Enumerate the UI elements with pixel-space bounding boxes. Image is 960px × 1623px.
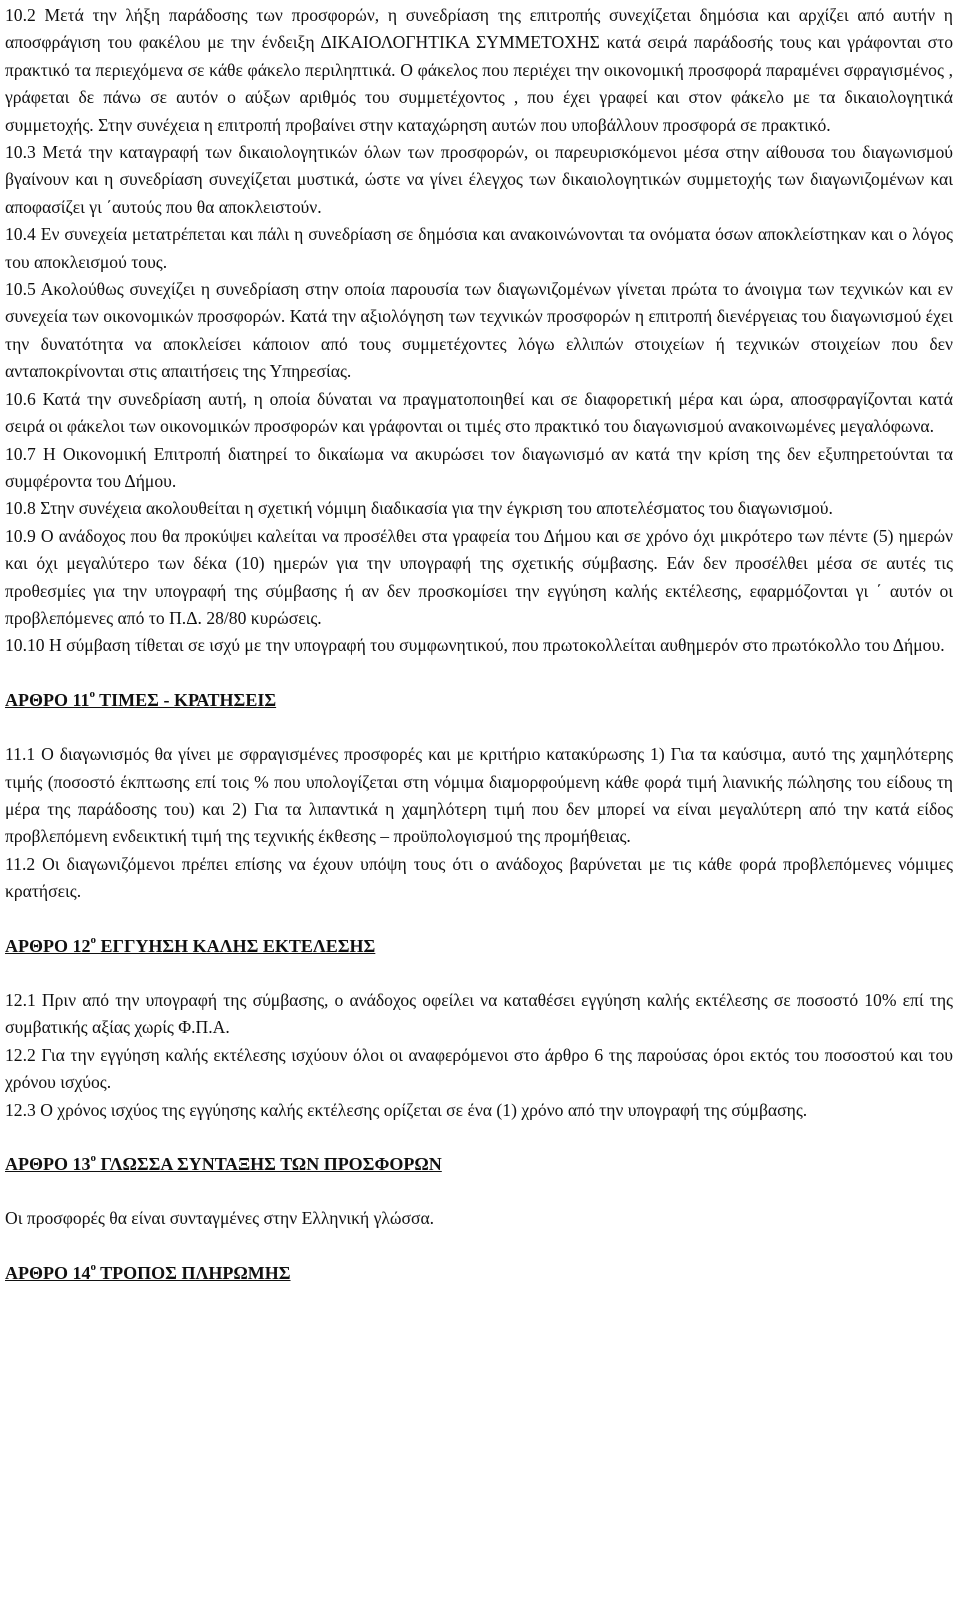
paragraph-10-2: 10.2 Μετά την λήξη παράδοσης των προσφορών, η συνεδρίαση της επιτροπής συνεχίζεται δημόσια και αρχίζει από αυτήν η αποσφράγιση του φακέλου με την ένδειξη ΔΙΚΑΙΟΛΟΓΗΤΙΚΑ ΣΥΜΜΕΤΟΧΗΣ κατά σειρά παράδοσής τους και γράφονται στο πρακτικό τα περιεχόμενα σε κάθε φάκελο περιληπτικά. Ο φάκελος που περιέχει την οικονομική προσφορά παραμένει σφραγισμένος , γράφεται δε πάνω σε αυτόν ο αύξων αριθμός του συμμετέχοντος , που έχει γραφεί και στον φάκελο με τα δικαιολογητικά συμμετοχής. Στην συνέχεια η επιτροπή προβαίνει στην καταχώρηση αυτών που υποβάλλουν προσφορά σε πρακτικό. (5, 5, 953, 135)
paragraph-10-7: 10.7 Η Οικονομική Επιτροπή διατηρεί το δικαίωμα να ακυρώσει τον διαγωνισμό αν κατά την κρίση της δεν εξυπηρετούνται τα συμφέροντα του Δήμου. (5, 443, 953, 491)
paragraph-11-1: 11.1 Ο διαγωνισμός θα γίνει με σφραγισμένες προσφορές και με κριτήριο κατακύρωσης 1) Για τα καύσιμα, αυτό της χαμηλότερης τιμής (ποσοστό έκπτωσης επί τοις % που υπολογίζεται στη νόμιμα διαμορφούμενη κάθε φορά τιμή λιανικής πώλησης του είδους τη μέρα της παράδοσης του) και 2) Για τα λιπαντικά η χαμηλότερη τιμή που δεν μπορεί να είναι μεγαλύτερη από την κατά είδος προβλεπόμενη ενδεικτική τιμή της τεχνικής έκθεσης – προϋπολογισμού της προμήθειας. (5, 744, 953, 847)
article-12-title-prefix: ΑΡΘΡΟ 12 (5, 935, 91, 956)
article-14-title-prefix: ΑΡΘΡΟ 14 (5, 1262, 91, 1283)
document-page (5, 2, 953, 1287)
article-13-title-prefix: ΑΡΘΡΟ 13 (5, 1154, 91, 1175)
paragraph-10-6: 10.6 Κατά την συνεδρίαση αυτή, η οποία δύναται να πραγματοποιηθεί και σε διαφορετική μέρα και ώρα, αποσφραγίζονται κατά σειρά οι φάκελοι των οικονομικών προσφορών και γράφονται οι τιμές στο πρακτικό του διαγωνισμού ανακοινωμένες μεγαλόφωνα. (5, 388, 953, 437)
article-13-title-suffix: ΓΛΩΣΣΑ ΣΥΝΤΑΞΗΣ ΤΩΝ ΠΡΟΣΦΟΡΩΝ (96, 1154, 442, 1175)
paragraph-10-10: 10.10 Η σύμβαση τίθεται σε ισχύ με την υπογραφή του συμφωνητικού, που πρωτοκολλείται αυθημερόν στο πρωτόκολλο του Δήμου. (5, 635, 945, 656)
article-14-title-sup: ο (90, 1260, 96, 1273)
article-11-title-prefix: ΑΡΘΡΟ 11 (5, 689, 90, 710)
paragraph-10-4: 10.4 Εν συνεχεία μετατρέπεται και πάλι η συνεδρίαση σε δημόσια και ανακοινώνονται τα ονόματα όσων αποκλείστηκαν και ο λόγος του αποκλεισμού τους. (5, 224, 953, 272)
article-11-heading (5, 687, 953, 714)
paragraph-10-5: 10.5 Ακολούθως συνεχίζει η συνεδρίαση στην οποία παρουσία των διαγωνιζομένων γίνεται πρώτα το άνοιγμα των τεχνικών και εν συνεχεία των οικονομικών προσφορών. Κατά την αξιολόγηση των τεχνικών προσφορών η επιτροπή διενέργειας του διαγωνισμού έχει την δυνατότητα να αποκλείσει κάποιον από τους συμμετέχοντες λόγω ελλιπών στοιχείων ή τεχνικών στοιχείων που δεν ανταποκρίνονται στις απαιτήσεις της Υπηρεσίας. (5, 279, 953, 382)
paragraph-10-3: 10.3 Μετά την καταγραφή των δικαιολογητικών όλων των προσφορών, οι παρευρισκόμενοι μέσα στην αίθουσα του διαγωνισμού βγαίνουν και η συνεδρίαση συνεχίζεται μυστικά, ώστε να γίνει έλεγχος των δικαιολογητικών συμμετοχής των διαγωνιζομένων και αποφασίζει γι ΄αυτούς που θα αποκλειστούν. (5, 142, 953, 217)
article-11-title-suffix: ΤΙΜΕΣ - ΚΡΑΤΗΣΕΙΣ (95, 689, 277, 710)
article-13-heading (5, 1151, 953, 1178)
article-12-heading (5, 933, 953, 960)
article-12-title-suffix: ΕΓΓΥΗΣΗ ΚΑΛΗΣ ΕΚΤΕΛΕΣΗΣ (96, 935, 376, 956)
paragraph-12-3: 12.3 Ο χρόνος ισχύος της εγγύησης καλής εκτέλεσης ορίζεται σε ένα (1) χρόνο από την υπογραφή της σύμβασης. (5, 1099, 808, 1120)
article-13-title-sup: ο (90, 1152, 96, 1165)
article-14-title-suffix: ΤΡΟΠΟΣ ΠΛΗΡΩΜΗΣ (96, 1262, 291, 1283)
paragraph-10-8: 10.8 Στην συνέχεια ακολουθείται η σχετική νόμιμη διαδικασία για την έγκριση του αποτελέσματος του διαγωνισμού. (5, 498, 833, 519)
paragraph-13-1: Οι προσφορές θα είναι συνταγμένες στην Ελληνική γλώσσα. (5, 1208, 435, 1229)
article-14-heading (5, 1260, 953, 1287)
article-12-title-sup: ο (90, 933, 96, 946)
paragraph-12-1: 12.1 Πριν από την υπογραφή της σύμβασης, ο ανάδοχος οφείλει να καταθέσει εγγύηση καλής εκτέλεσης σε ποσοστό 10% επί της συμβατικής αξίας χωρίς Φ.Π.Α. (5, 990, 953, 1038)
paragraph-10-9: 10.9 Ο ανάδοχος που θα προκύψει καλείται να προσέλθει στα γραφεία του Δήμου και σε χρόνο όχι μικρότερο των πέντε (5) ημερών και όχι μεγαλύτερο των δέκα (10) ημερών για την υπογραφή της σχετικής σύμβασης. Εάν δεν προσέλθει μέσα σε αυτές τις προθεσμίες για την υπογραφή της σύμβασης ή αν δεν προσκομίσει την εγγύηση καλής εκτέλεσης, εφαρμόζονται γι ΄ αυτόν οι προβλεπόμενες από το Π.Δ. 28/80 κυρώσεις. (5, 525, 953, 628)
article-11-title-sup: ο (89, 687, 95, 700)
paragraph-11-2: 11.2 Οι διαγωνιζόμενοι πρέπει επίσης να έχουν υπόψη τους ότι ο ανάδοχος βαρύνεται με τις κάθε φορά προβλεπόμενες νόμιμες κρατήσεις. (5, 853, 953, 902)
paragraph-12-2: 12.2 Για την εγγύηση καλής εκτέλεσης ισχύουν όλοι οι αναφερόμενοι στο άρθρο 6 της παρούσας όροι εκτός του ποσοστού και του χρόνου ισχύος. (5, 1044, 953, 1093)
